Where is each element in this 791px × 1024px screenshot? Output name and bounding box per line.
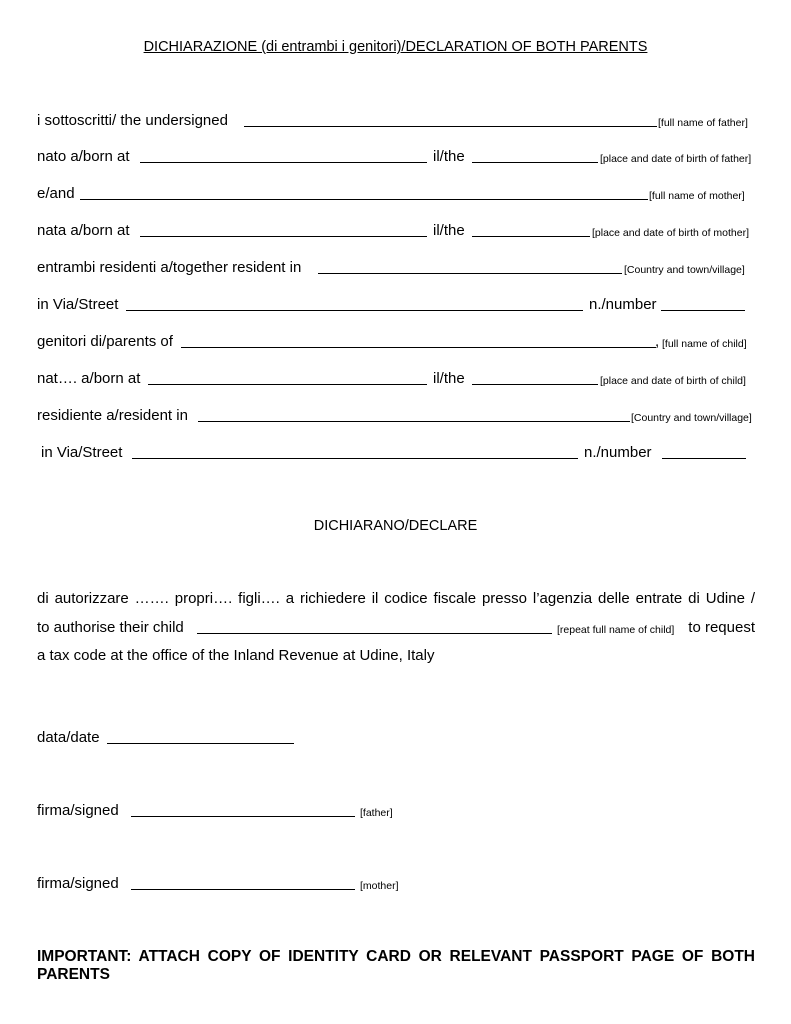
child-name-field[interactable] [181,332,656,348]
child-number-field[interactable] [662,443,746,459]
parents-residence-hint: [Country and town/village] [624,264,745,276]
child-birthplace-field[interactable] [148,369,427,385]
child-birthdate-label: il/the [433,370,465,387]
child-residence-row [0,406,791,426]
mother-birthdate-label: il/the [433,222,465,239]
date-field[interactable] [107,728,294,744]
mother-name-hint: [full name of mother] [649,190,745,202]
to-request-text: to request [688,619,755,636]
parents-street-label: in Via/Street [37,296,119,313]
page-title: DICHIARAZIONE (di entrambi i genitori)/DECLARATION OF BOTH PARENTS [143,39,648,55]
father-birthdate-label: il/the [433,148,465,165]
mother-name-row [0,184,791,204]
child-street-row [0,443,791,463]
authorization-line-2 [0,618,791,638]
child-birth-row [0,369,791,389]
signature-mother-label: firma/signed [37,875,119,892]
parents-number-field[interactable] [661,295,745,311]
authorise-child-hint: [repeat full name of child] [557,624,675,636]
child-street-label: in Via/Street [41,444,123,461]
mother-birth-hint: [place and date of birth of mother] [592,227,750,239]
father-birth-row [0,147,791,167]
signature-mother-field[interactable] [131,874,355,890]
authorise-child-label: to authorise their child [37,619,184,636]
authorization-line-3 [0,646,791,666]
child-residence-field[interactable] [198,406,630,422]
mother-birth-row [0,221,791,241]
child-number-label: n./number [584,444,652,461]
parents-residence-label: entrambi residenti a/together resident in [37,259,302,276]
signature-father-row [0,801,791,821]
mother-birthdate-field[interactable] [472,221,590,237]
title-row [0,37,791,57]
mother-name-label: e/and [37,185,75,202]
mother-birthplace-field[interactable] [140,221,427,237]
authorise-child-name-field[interactable] [197,618,552,634]
important-notice-line-2: PARENTS [37,966,110,983]
child-birth-hint: [place and date of birth of child] [600,375,746,387]
parents-street-row [0,295,791,315]
parents-residence-field[interactable] [318,258,622,274]
declare-heading: DICHIARANO/DECLARE [313,518,478,534]
child-name-comma: , [655,333,660,350]
father-birthplace-label: nato a/born at [37,148,130,165]
father-birth-hint: [place and date of birth of father] [600,153,752,165]
father-birthdate-field[interactable] [472,147,598,163]
signature-mother-hint: [mother] [360,880,399,892]
child-name-label: genitori di/parents of [37,333,173,350]
parents-street-field[interactable] [126,295,583,311]
tax-code-text: a tax code at the office of the Inland Revenue at Udine, Italy [37,647,435,664]
signature-mother-row [0,874,791,894]
mother-name-field[interactable] [80,184,648,200]
father-name-label: i sottoscritti/ the undersigned [37,112,228,129]
important-notice-line-1: IMPORTANT: ATTACH COPY OF IDENTITY CARD OR RELEVANT PASSPORT PAGE OF BOTH [37,948,755,965]
signature-father-label: firma/signed [37,802,119,819]
child-name-hint: [full name of child] [662,338,747,350]
child-residence-label: residiente a/resident in [37,407,188,424]
signature-father-field[interactable] [131,801,355,817]
parents-number-label: n./number [589,296,657,313]
declare-row [0,516,791,536]
authorization-line-1: di autorizzare ……. propri…. figli…. a richiedere il codice fiscale presso l’agenzia delle entrate di Udine / [37,590,755,607]
date-row [0,728,791,748]
parents-residence-row [0,258,791,278]
date-label: data/date [37,729,100,746]
signature-father-hint: [father] [360,807,393,819]
child-name-row [0,332,791,352]
child-birthdate-field[interactable] [472,369,598,385]
father-name-hint: [full name of father] [658,117,748,129]
father-birthplace-field[interactable] [140,147,427,163]
child-street-field[interactable] [132,443,578,459]
father-name-field[interactable] [244,111,657,127]
child-birthplace-label: nat…. a/born at [37,370,141,387]
child-residence-hint: [Country and town/village] [631,412,752,424]
father-name-row [0,111,791,131]
mother-birthplace-label: nata a/born at [37,222,130,239]
